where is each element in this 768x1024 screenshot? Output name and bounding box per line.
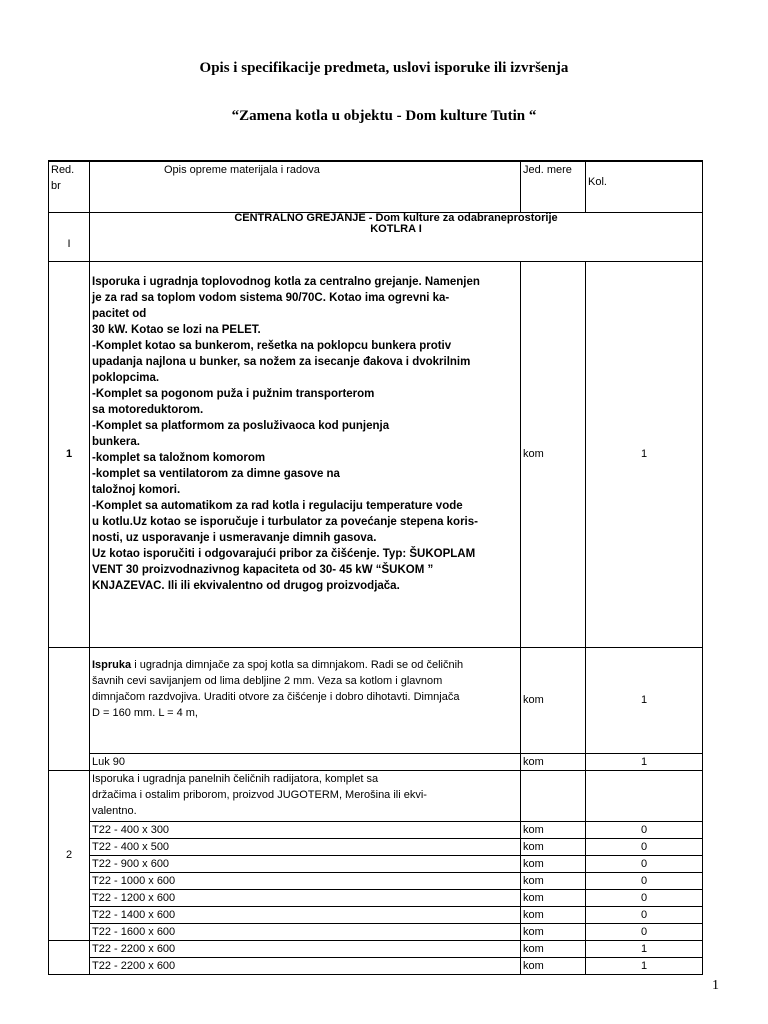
luk-label: Luk 90 xyxy=(90,753,521,770)
item-1-description-line: pacitet od xyxy=(92,307,147,320)
luk-row xyxy=(49,753,703,770)
radiator-unit: kom xyxy=(521,889,586,906)
item-1-description-line: 30 kW. Kotao se lozi na PELET. xyxy=(92,323,261,336)
item-1-number: 1 xyxy=(49,261,90,647)
radiator-label: T22 - 900 x 600 xyxy=(90,855,521,872)
item-1-description-line: taložnoj komori. xyxy=(92,483,181,496)
chimney-description-line: šavnih cevi savijanjem od lima debljine 2 mm. Veza sa kotlom i glavnom xyxy=(92,674,443,687)
item-1-row xyxy=(49,261,703,647)
header-red-br: Red. br xyxy=(49,161,90,212)
radiator-unit: kom xyxy=(521,872,586,889)
page-number: 1 xyxy=(712,978,719,993)
radiator-row xyxy=(49,855,703,872)
item-1-unit: kom xyxy=(521,261,586,647)
radiator-label: T22 - 400 x 500 xyxy=(90,838,521,855)
radiator-qty: 0 xyxy=(586,855,703,872)
item-1-description-line: -Komplet kotao sa bunkerom, rešetka na poklopcu bunkera protiv xyxy=(92,339,452,352)
radiator-qty: 1 xyxy=(586,940,703,957)
radiator-unit: kom xyxy=(521,821,586,838)
chimney-description-line: D = 160 mm. L = 4 m, xyxy=(92,706,198,719)
item-1-description-line: poklopcima. xyxy=(92,371,160,384)
luk-number-cell xyxy=(49,753,90,770)
item-1-description xyxy=(90,261,521,647)
item-2-lines xyxy=(92,771,518,819)
chimney-line-text: i ugradnja dimnjače za spoj kotla sa dimnjakom. Radi se od čeličnih xyxy=(131,658,464,671)
chimney-qty: 1 xyxy=(586,647,703,753)
radiator-label: T22 - 2200 x 600 xyxy=(90,940,521,957)
radiator-number-cell xyxy=(49,940,90,974)
item-1-description-line: upadanja najlona u bunker, sa nožem za isecanje đakova i dvokrilnim xyxy=(92,355,471,368)
table-header-row xyxy=(49,161,703,212)
item-2-description-line: držačima i ostalim priborom, proizvod JUGOTERM, Merošina ili ekvi- xyxy=(92,788,427,801)
radiator-label: T22 - 1200 x 600 xyxy=(90,889,521,906)
header-jed-mere: Jed. mere xyxy=(521,161,586,212)
radiator-qty: 0 xyxy=(586,872,703,889)
radiator-row xyxy=(49,906,703,923)
item-2-number: 2 xyxy=(49,770,90,940)
radiator-row xyxy=(49,923,703,940)
radiator-qty: 0 xyxy=(586,821,703,838)
document-subtitle: “Zamena kotla u objektu - Dom kulture Tutin “ xyxy=(231,108,537,124)
section-title-line1: CENTRALNO GREJANJE - Dom kulture za odabraneprostorije xyxy=(234,212,558,224)
radiator-unit: kom xyxy=(521,923,586,940)
item-1-description-line: -Komplet sa automatikom za rad kotla i regulaciju temperature vode xyxy=(92,499,463,512)
radiator-label: T22 - 1600 x 600 xyxy=(90,923,521,940)
radiator-unit: kom xyxy=(521,855,586,872)
radiator-row xyxy=(49,872,703,889)
radiator-unit: kom xyxy=(521,957,586,974)
section-row xyxy=(49,212,703,261)
item-2-unit-cell xyxy=(521,770,586,821)
specification-table xyxy=(48,160,703,975)
chimney-description-line: dimnjačom razdvojiva. Uraditi otvore za čišćenje i dobro dihotavti. Dimnjača xyxy=(92,690,460,703)
radiator-row xyxy=(49,957,703,974)
radiator-unit: kom xyxy=(521,838,586,855)
item-1-description-line: je za rad sa toplom vodom sistema 90/70C. Kotao ima ogrevni ka- xyxy=(92,291,450,304)
section-title xyxy=(90,212,703,261)
radiator-label: T22 - 1400 x 600 xyxy=(90,906,521,923)
chimney-number-cell xyxy=(49,647,90,753)
radiator-qty: 0 xyxy=(586,838,703,855)
header-opis: Opis opreme materijala i radova xyxy=(90,161,521,212)
radiator-qty: 0 xyxy=(586,889,703,906)
chimney-unit: kom xyxy=(521,647,586,753)
item-1-description-line: -komplet sa ventilatorom za dimne gasove na xyxy=(92,467,340,480)
radiator-qty: 0 xyxy=(586,906,703,923)
item-1-description-line: -komplet sa taložnom komorom xyxy=(92,451,266,464)
radiator-row xyxy=(49,940,703,957)
item-2-qty-cell xyxy=(586,770,703,821)
radiator-label: T22 - 400 x 300 xyxy=(90,821,521,838)
radiator-unit: kom xyxy=(521,906,586,923)
radiator-unit: kom xyxy=(521,940,586,957)
chimney-row xyxy=(49,647,703,753)
item-1-description-line: bunkera. xyxy=(92,435,140,448)
section-title-line2: KOTLRA I xyxy=(370,222,422,235)
item-2-description xyxy=(90,770,521,821)
item-2-row xyxy=(49,770,703,821)
chimney-description-line xyxy=(92,657,518,673)
item-1-description-line: KNJAZEVAC. Ili ili ekvivalentno od drugog proizvodjača. xyxy=(92,579,400,592)
luk-unit: kom xyxy=(521,753,586,770)
item-1-description-line: Uz kotao isporučiti i odgovarajući pribor za čišćenje. Typ: ŠUKOPLAM xyxy=(92,547,476,560)
item-1-description-line: nosti, uz usporavanje i usmeravanje dimnih gasova. xyxy=(92,531,377,544)
item-1-description-line: VENT 30 proizvodnazivnog kapaciteta od 30- 45 kW “ŠUKOM ” xyxy=(92,563,434,576)
item-2-description-line: valentno. xyxy=(92,804,137,817)
radiator-label: T22 - 2200 x 600 xyxy=(90,957,521,974)
item-1-lines xyxy=(92,274,518,594)
item-1-description-line: Isporuka i ugradnja toplovodnog kotla za centralno grejanje. Namenjen xyxy=(92,275,480,288)
item-1-description-line: -Komplet sa platformom za posluživaoca kod punjenja xyxy=(92,419,390,432)
item-1-description-line: u kotlu.Uz kotao se isporučuje i turbulator za povećanje stepena koris- xyxy=(92,515,478,528)
radiator-row xyxy=(49,821,703,838)
section-number: I xyxy=(49,212,90,261)
radiator-qty: 1 xyxy=(586,957,703,974)
chimney-description xyxy=(90,647,521,753)
item-1-description-line: -Komplet sa pogonom puža i pužnim transporterom xyxy=(92,387,375,400)
item-1-qty: 1 xyxy=(586,261,703,647)
item-2-description-line: Isporuka i ugradnja panelnih čeličnih radijatora, komplet sa xyxy=(92,772,379,785)
luk-qty: 1 xyxy=(586,753,703,770)
radiator-qty: 0 xyxy=(586,923,703,940)
item-1-description-line: sa motoreduktorom. xyxy=(92,403,204,416)
header-kol: Kol. xyxy=(586,161,703,212)
radiator-row xyxy=(49,889,703,906)
chimney-bold-word: Ispruka xyxy=(92,658,132,671)
radiator-label: T22 - 1000 x 600 xyxy=(90,872,521,889)
document-title: Opis i specifikacije predmeta, uslovi isporuke ili izvršenja xyxy=(199,60,569,76)
radiator-row xyxy=(49,838,703,855)
chimney-lines xyxy=(92,657,518,721)
